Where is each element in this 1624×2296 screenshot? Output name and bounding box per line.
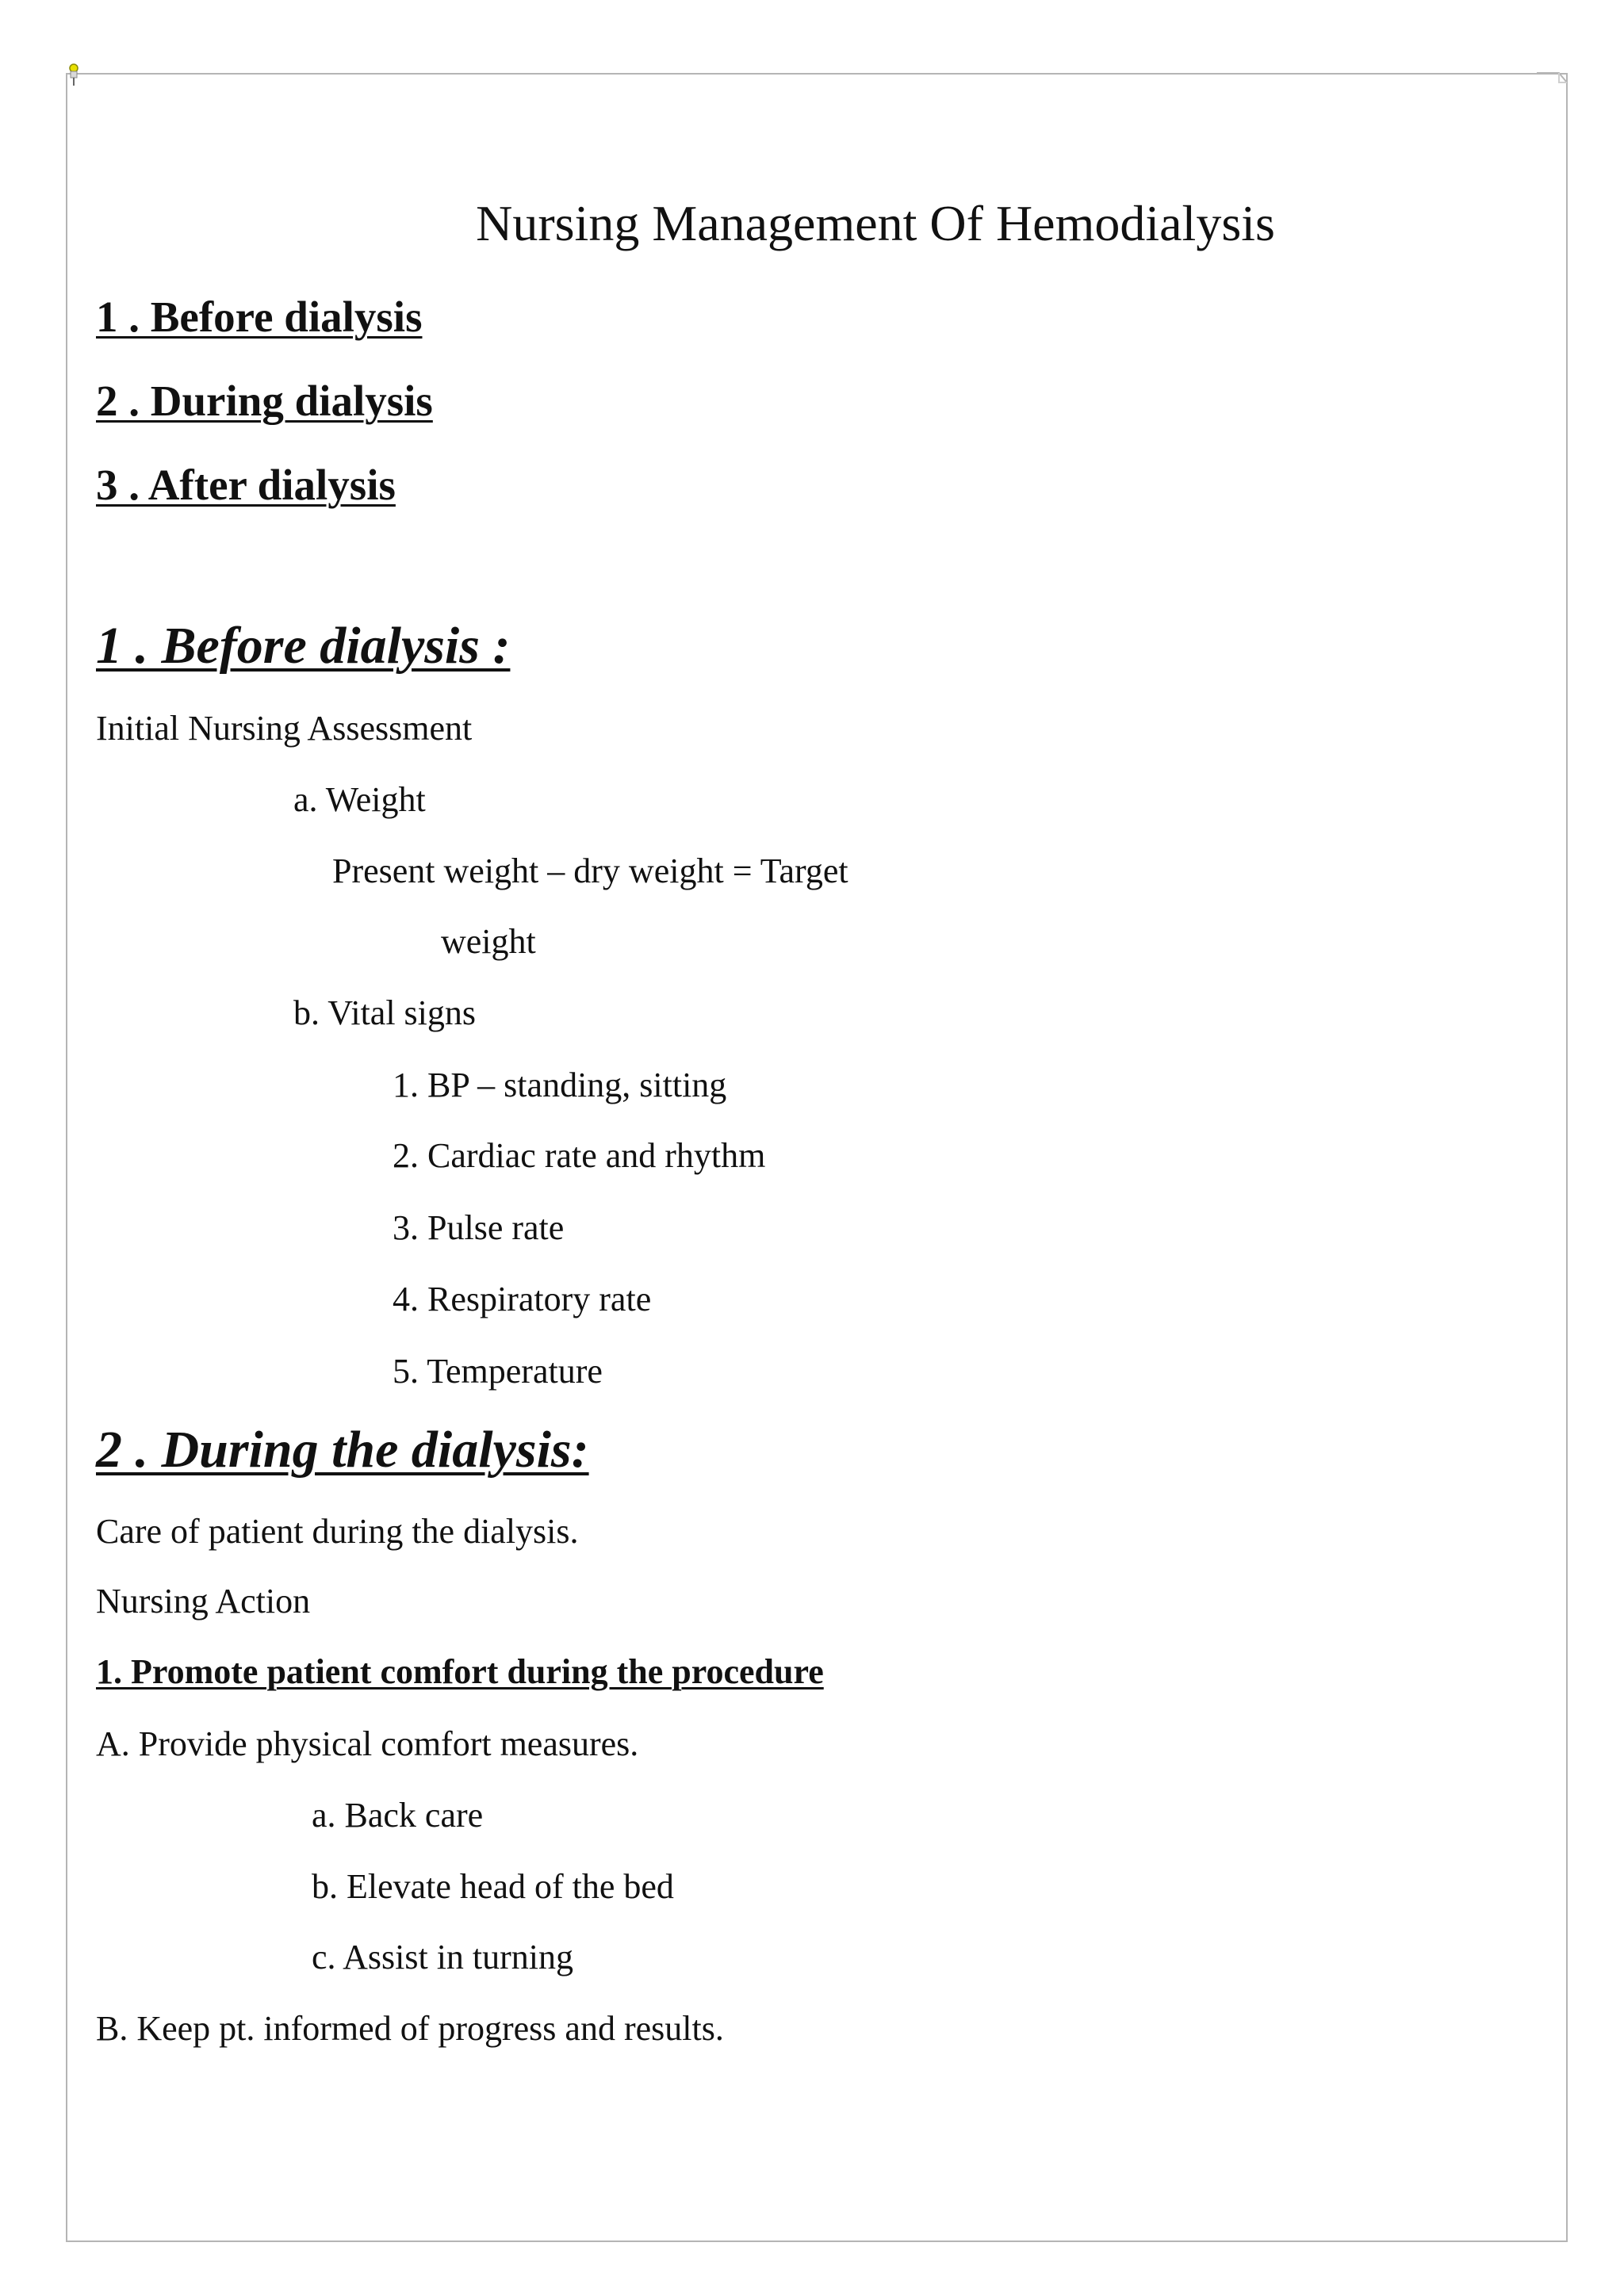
- promote-comfort-subheading: 1. Promote patient comfort during the procedure: [96, 1652, 824, 1691]
- toc-item-during: 2 . During dialysis: [96, 377, 433, 425]
- vital-signs-label: b. Vital signs: [293, 993, 477, 1032]
- vital-sign-item: 5. Temperature: [393, 1352, 603, 1391]
- weight-label: a. Weight: [293, 780, 426, 819]
- toc-item-after: 3 . After dialysis: [96, 461, 396, 509]
- toc-item-before: 1 . Before dialysis: [96, 293, 423, 341]
- physical-comfort-text: A. Provide physical comfort measures.: [96, 1724, 639, 1763]
- page-title: Nursing Management Of Hemodialysis: [476, 195, 1275, 251]
- care-text: Care of patient during the dialysis.: [96, 1512, 579, 1551]
- nursing-action-label: Nursing Action: [96, 1582, 311, 1621]
- comfort-measure-item: b. Elevate head of the bed: [312, 1867, 674, 1906]
- section-heading-during: 2 . During the dialysis:: [96, 1421, 589, 1479]
- pushpin-icon: [67, 63, 81, 87]
- comfort-measure-item: c. Assist in turning: [312, 1938, 574, 1976]
- weight-formula: Present weight – dry weight = Target: [332, 851, 848, 890]
- weight-formula-cont: weight: [441, 922, 536, 961]
- page-curl-icon: [1537, 71, 1568, 95]
- vital-sign-item: 2. Cardiac rate and rhythm: [393, 1136, 766, 1175]
- keep-informed-text: B. Keep pt. informed of progress and results.: [96, 2009, 724, 2048]
- section-heading-before: 1 . Before dialysis :: [96, 617, 511, 675]
- comfort-measure-item: a. Back care: [312, 1796, 484, 1835]
- assessment-intro: Initial Nursing Assessment: [96, 709, 473, 748]
- vital-sign-item: 4. Respiratory rate: [393, 1280, 652, 1318]
- vital-sign-item: 1. BP – standing, sitting: [393, 1066, 727, 1104]
- vital-sign-item: 3. Pulse rate: [393, 1208, 565, 1247]
